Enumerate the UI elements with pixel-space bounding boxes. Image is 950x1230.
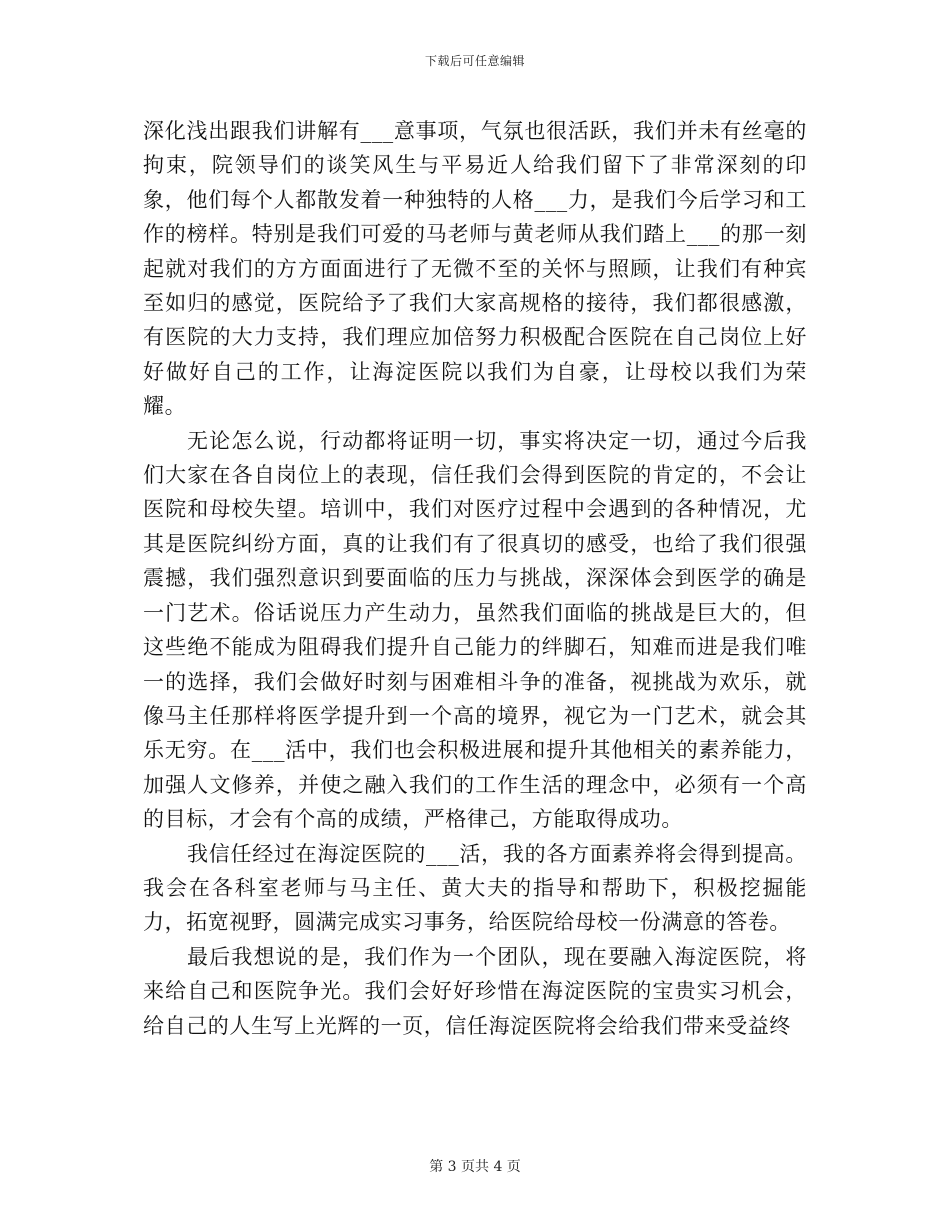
- paragraph-1: 深化浅出跟我们讲解有___意事项，气氛也很活跃，我们并未有丝毫的拘束，院领导们的谈笑风生与平易近人给我们留下了非常深刻的印象，他们每个人都散发着一种独特的人格___力，是我们今后学习和工作的榜样。特别是我们可爱的马老师与黄老师从我们踏上___的那一刻起就对我们的方方面面进行了无微不至的关怀与照顾，让我们有种宾至如归的感觉，医院给予了我们大家高规格的接待，我们都很感激，有医院的大力支持，我们理应加倍努力积极配合医院在自己岗位上好好做好自己的工作，让海淀医院以我们为自豪，让母校以我们为荣耀。: [143, 119, 807, 419]
- paragraph-3: 我信任经过在海淀医院的___活，我的各方面素养将会得到提高。我会在各科室老师与马主任、黄大夫的指导和帮助下，积极挖掘能力，拓宽视野，圆满完成实习事务，给医院给母校一份满意的答卷。: [143, 841, 807, 935]
- page-header: 下载后可任意编辑: [424, 54, 525, 68]
- paragraph-4: 最后我想说的是，我们作为一个团队，现在要融入海淀医院，将来给自己和医院争光。我们会好好珍惜在海淀医院的宝贵实习机会，给自己的人生写上光辉的一页，信任海淀医院将会给我们带来受益终: [143, 944, 807, 1038]
- page-footer: 第 3 页共 4 页: [429, 1159, 521, 1175]
- document-body: [143, 114, 807, 1043]
- paragraph-2: 无论怎么说，行动都将证明一切，事实将决定一切，通过今后我们大家在各自岗位上的表现，信任我们会得到医院的肯定的，不会让医院和母校失望。培训中，我们对医疗过程中会遇到的各种情况，尤其是医院纠纷方面，真的让我们有了很真切的感受，也给了我们很强震撼，我们强烈意识到要面临的压力与挑战，深深体会到医学的确是一门艺术。俗话说压力产生动力，虽然我们面临的挑战是巨大的，但这些绝不能成为阻碍我们提升自己能力的绊脚石，知难而进是我们唯一的选择，我们会做好时刻与困难相斗争的准备，视挑战为欢乐，就像马主任那样将医学提升到一个高的境界，视它为一门艺术，就会其乐无穷。在___活中，我们也会积极进展和提升其他相关的素养能力，加强人文修养，并使之融入我们的工作生活的理念中，必须有一个高的目标，才会有个高的成绩，严格律己，方能取得成功。: [143, 428, 807, 832]
